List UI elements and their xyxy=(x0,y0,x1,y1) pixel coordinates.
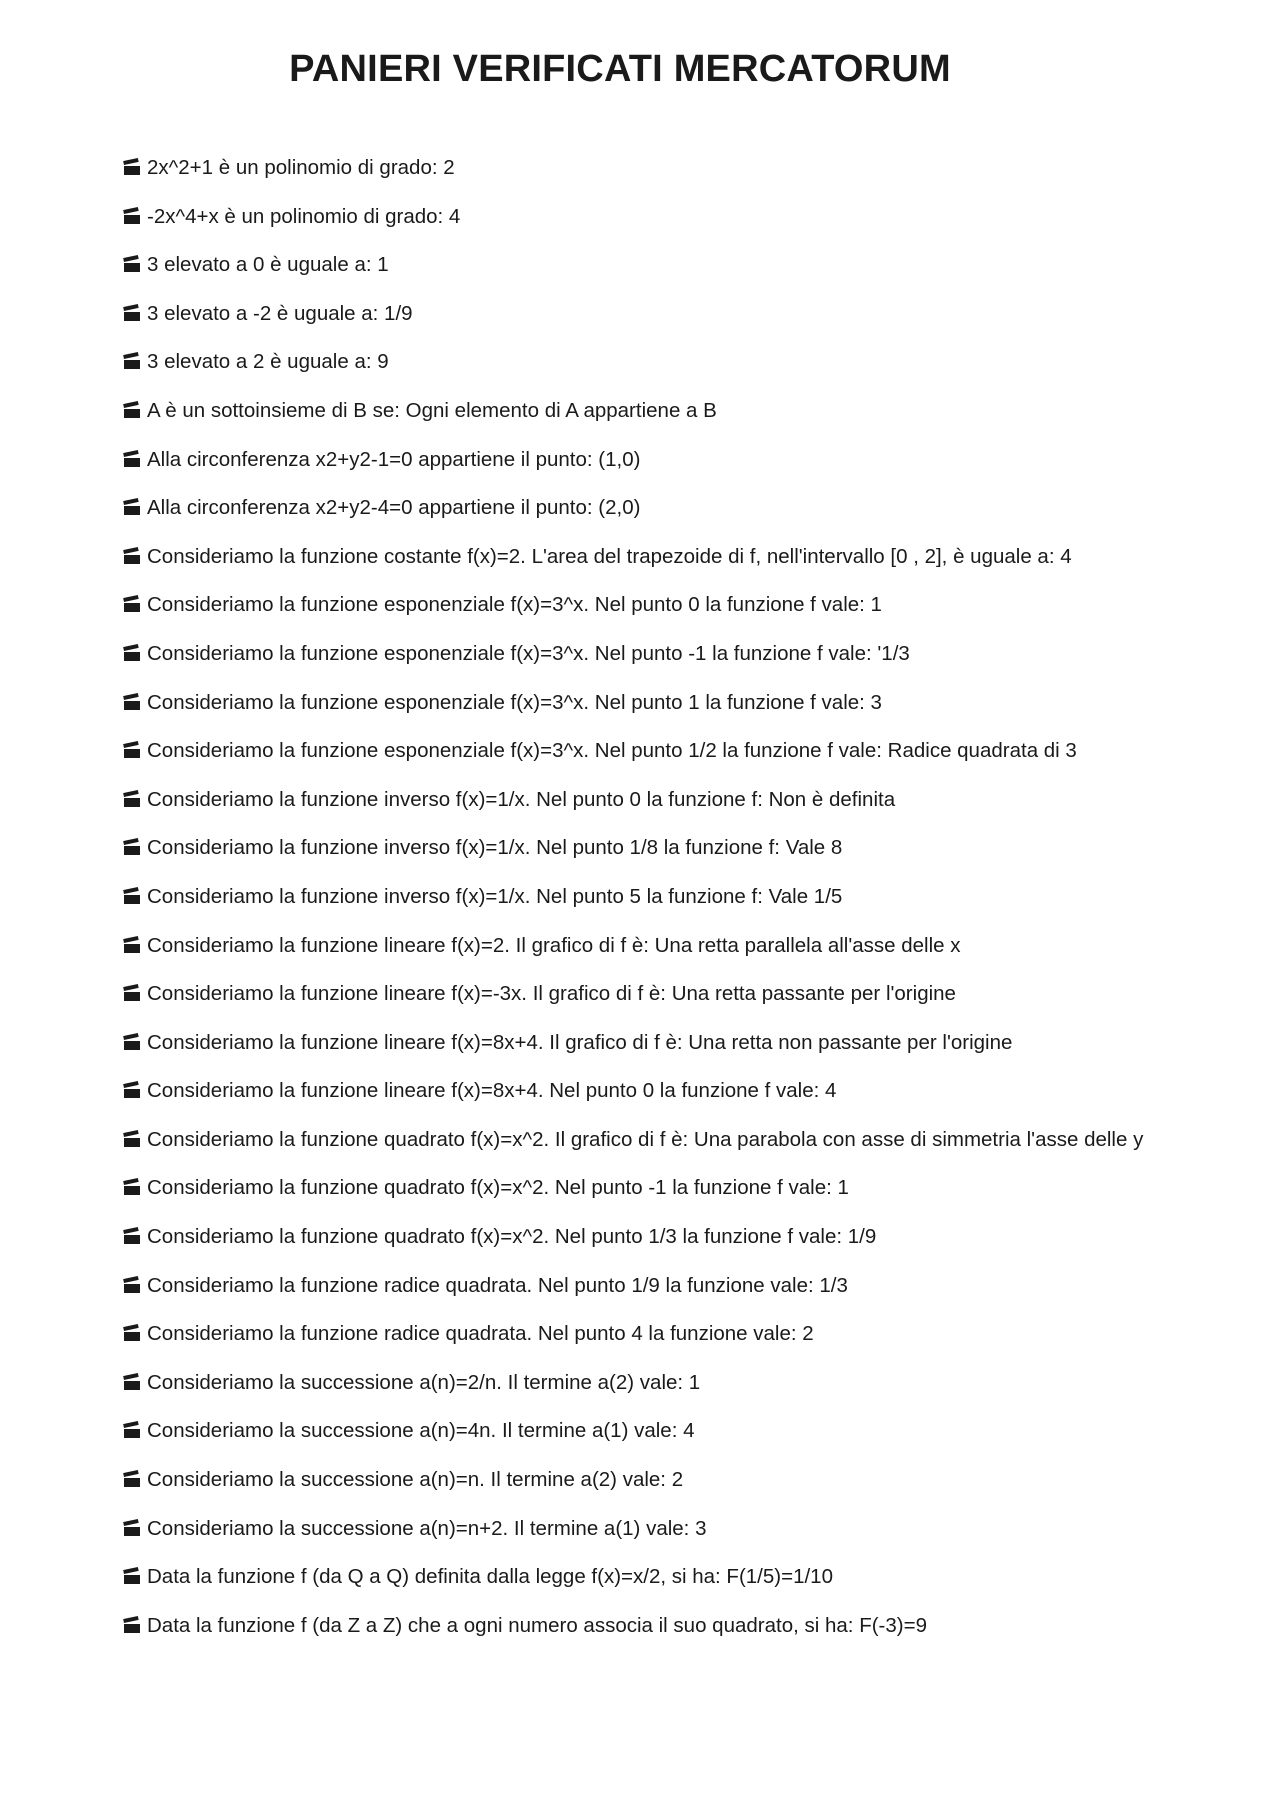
list-item xyxy=(122,638,1152,669)
list-item xyxy=(122,395,1152,426)
list-item xyxy=(122,1513,1152,1544)
list-item-text: Alla circonferenza x2+y2-4=0 appartiene il punto: (2,0) xyxy=(147,496,641,520)
list-item-text: Consideriamo la funzione quadrato f(x)=x^2. Il grafico di f è: Una parabola con asse di simmetria l'asse delle y xyxy=(147,1127,1144,1151)
qa-list xyxy=(122,152,1152,1658)
list-item-text: Consideriamo la successione a(n)=2/n. Il termine a(2) vale: 1 xyxy=(147,1370,701,1394)
clapperboard-icon xyxy=(124,1230,141,1244)
clapperboard-icon xyxy=(124,404,141,418)
list-item-text: Consideriamo la funzione lineare f(x)=8x+4. Il grafico di f è: Una retta non passante per l'origine xyxy=(147,1030,1013,1054)
list-item xyxy=(122,784,1152,815)
list-item xyxy=(122,832,1152,863)
list-item xyxy=(122,735,1152,766)
list-item xyxy=(122,978,1152,1009)
list-item xyxy=(122,541,1152,572)
list-item xyxy=(122,1318,1152,1349)
list-item xyxy=(122,346,1152,377)
list-item-text: Consideriamo la funzione lineare f(x)=-3x. Il grafico di f è: Una retta passante per l'origine xyxy=(147,982,956,1006)
clapperboard-icon xyxy=(124,1424,141,1438)
list-item-text: Consideriamo la successione a(n)=4n. Il termine a(1) vale: 4 xyxy=(147,1419,695,1443)
clapperboard-icon xyxy=(124,696,141,710)
list-item xyxy=(122,1610,1152,1641)
list-item xyxy=(122,201,1152,232)
clapperboard-icon xyxy=(124,1619,141,1633)
list-item xyxy=(122,152,1152,183)
list-item-text: Consideriamo la successione a(n)=n. Il termine a(2) vale: 2 xyxy=(147,1468,684,1492)
list-item-text: Data la funzione f (da Q a Q) definita dalla legge f(x)=x/2, si ha: F(1/5)=1/10 xyxy=(147,1565,833,1589)
clapperboard-icon xyxy=(124,307,141,321)
document-title: PANIERI VERIFICATI MERCATORUM xyxy=(289,48,951,90)
list-item-text: Data la funzione f (da Z a Z) che a ogni numero associa il suo quadrato, si ha: F(-3)=9 xyxy=(147,1613,927,1637)
list-item xyxy=(122,1415,1152,1446)
list-item xyxy=(122,444,1152,475)
list-item xyxy=(122,1075,1152,1106)
list-item xyxy=(122,1561,1152,1592)
clapperboard-icon xyxy=(124,987,141,1001)
list-item xyxy=(122,1367,1152,1398)
list-item xyxy=(122,1124,1152,1155)
clapperboard-icon xyxy=(124,1181,141,1195)
list-item-text: Consideriamo la funzione inverso f(x)=1/x. Nel punto 5 la funzione f: Vale 1/5 xyxy=(147,884,843,908)
clapperboard-icon xyxy=(124,258,141,272)
list-item-text: Consideriamo la funzione lineare f(x)=2. Il grafico di f è: Una retta parallela all'asse delle x xyxy=(147,933,961,957)
list-item xyxy=(122,589,1152,620)
list-item xyxy=(122,1464,1152,1495)
list-item xyxy=(122,1027,1152,1058)
clapperboard-icon xyxy=(124,890,141,904)
list-item-text: Consideriamo la successione a(n)=n+2. Il termine a(1) vale: 3 xyxy=(147,1516,707,1540)
list-item xyxy=(122,1270,1152,1301)
list-item-text: Consideriamo la funzione esponenziale f(x)=3^x. Nel punto 1 la funzione f vale: 3 xyxy=(147,690,882,714)
list-item-text: Consideriamo la funzione esponenziale f(x)=3^x. Nel punto 0 la funzione f vale: 1 xyxy=(147,593,882,617)
clapperboard-icon xyxy=(124,793,141,807)
clapperboard-icon xyxy=(124,1084,141,1098)
list-item xyxy=(122,249,1152,280)
list-item xyxy=(122,930,1152,961)
list-item xyxy=(122,492,1152,523)
clapperboard-icon xyxy=(124,550,141,564)
clapperboard-icon xyxy=(124,1279,141,1293)
clapperboard-icon xyxy=(124,1570,141,1584)
clapperboard-icon xyxy=(124,598,141,612)
clapperboard-icon xyxy=(124,453,141,467)
list-item xyxy=(122,881,1152,912)
clapperboard-icon xyxy=(124,939,141,953)
list-item-text: Consideriamo la funzione lineare f(x)=8x+4. Nel punto 0 la funzione f vale: 4 xyxy=(147,1079,837,1103)
list-item-text: Consideriamo la funzione esponenziale f(x)=3^x. Nel punto 1/2 la funzione f vale: Radice quadrata di 3 xyxy=(147,739,1077,763)
clapperboard-icon xyxy=(124,161,141,175)
clapperboard-icon xyxy=(124,1036,141,1050)
clapperboard-icon xyxy=(124,501,141,515)
clapperboard-icon xyxy=(124,1473,141,1487)
list-item-text: Alla circonferenza x2+y2-1=0 appartiene il punto: (1,0) xyxy=(147,447,641,471)
clapperboard-icon xyxy=(124,1376,141,1390)
clapperboard-icon xyxy=(124,210,141,224)
clapperboard-icon xyxy=(124,355,141,369)
list-item xyxy=(122,1172,1152,1203)
list-item xyxy=(122,1221,1152,1252)
clapperboard-icon xyxy=(124,744,141,758)
list-item xyxy=(122,298,1152,329)
list-item-text: Consideriamo la funzione inverso f(x)=1/x. Nel punto 1/8 la funzione f: Vale 8 xyxy=(147,836,843,860)
list-item xyxy=(122,687,1152,718)
clapperboard-icon xyxy=(124,1327,141,1341)
list-item-text: 3 elevato a -2 è uguale a: 1/9 xyxy=(147,301,413,325)
clapperboard-icon xyxy=(124,1133,141,1147)
list-item-text: Consideriamo la funzione inverso f(x)=1/x. Nel punto 0 la funzione f: Non è definita xyxy=(147,787,896,811)
list-item-text: Consideriamo la funzione costante f(x)=2. L'area del trapezoide di f, nell'intervallo [0 , 2], è uguale a: 4 xyxy=(147,544,1072,568)
list-item-text: Consideriamo la funzione esponenziale f(x)=3^x. Nel punto -1 la funzione f vale: '1/3 xyxy=(147,641,910,665)
list-item-text: A è un sottoinsieme di B se: Ogni elemento di A appartiene a B xyxy=(147,398,717,422)
list-item-text: 3 elevato a 0 è uguale a: 1 xyxy=(147,253,389,277)
clapperboard-icon xyxy=(124,647,141,661)
list-item-text: Consideriamo la funzione quadrato f(x)=x^2. Nel punto 1/3 la funzione f vale: 1/9 xyxy=(147,1225,877,1249)
list-item-text: -2x^4+x è un polinomio di grado: 4 xyxy=(147,204,461,228)
list-item-text: 2x^2+1 è un polinomio di grado: 2 xyxy=(147,156,455,179)
list-item-text: Consideriamo la funzione quadrato f(x)=x^2. Nel punto -1 la funzione f vale: 1 xyxy=(147,1176,849,1200)
clapperboard-icon xyxy=(124,841,141,855)
list-item-text: Consideriamo la funzione radice quadrata. Nel punto 4 la funzione vale: 2 xyxy=(147,1322,814,1346)
clapperboard-icon xyxy=(124,1522,141,1536)
list-item-text: 3 elevato a 2 è uguale a: 9 xyxy=(147,350,389,374)
list-item-text: Consideriamo la funzione radice quadrata. Nel punto 1/9 la funzione vale: 1/3 xyxy=(147,1273,848,1297)
